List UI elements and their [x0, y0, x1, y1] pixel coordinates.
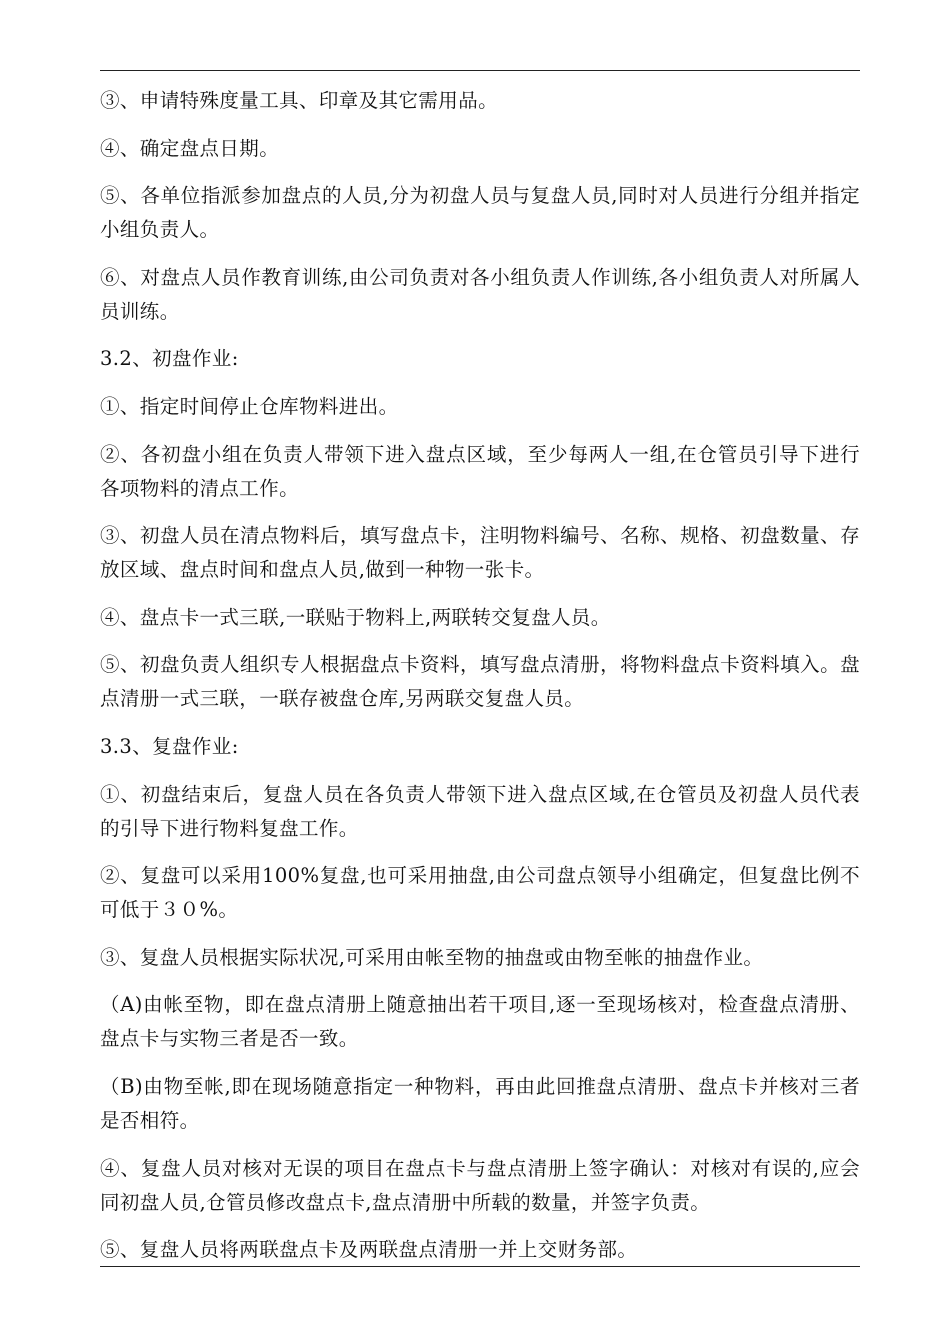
paragraph: ②、各初盘小组在负责人带领下进入盘点区域，至少每两人一组,在仓管员引导下进行各项物料的清点工作。 [100, 442, 860, 500]
section-heading: 3.2、初盘作业: [100, 347, 239, 371]
paragraph: ⑤、初盘负责人组织专人根据盘点卡资料，填写盘点清册，将物料盘点卡资料填入。盘点清册一式三联，一联存被盘仓库,另两联交复盘人员。 [100, 653, 860, 711]
paragraph: ④、确定盘点日期。 [100, 136, 280, 160]
section-heading: 3.3、复盘作业: [100, 734, 239, 758]
paragraph: ⑤、各单位指派参加盘点的人员,分为初盘人员与复盘人员,同时对人员进行分组并指定小组负责人。 [100, 184, 860, 242]
paragraph: ⑥、对盘点人员作教育训练,由公司负责对各小组负责人作训练,各小组负责人对所属人员训练。 [100, 265, 860, 323]
paragraph: （A)由帐至物，即在盘点清册上随意抽出若干项目,逐一至现场核对，检查盘点清册、盘点卡与实物三者是否一致。 [100, 993, 860, 1051]
footer-rule [100, 1266, 860, 1267]
paragraph: ②、复盘可以采用100%复盘,也可采用抽盘,由公司盘点领导小组确定，但复盘比例不可低于３０%。 [100, 864, 860, 922]
document-body [100, 84, 860, 1281]
paragraph: ④、复盘人员对核对无误的项目在盘点卡与盘点清册上签字确认：对核对有误的,应会同初盘人员,仓管员修改盘点卡,盘点清册中所载的数量，并签字负责。 [100, 1156, 860, 1214]
header-rule [100, 70, 860, 71]
paragraph: ⑤、复盘人员将两联盘点卡及两联盘点清册一并上交财务部。 [100, 1238, 638, 1262]
paragraph: ④、盘点卡一式三联,一联贴于物料上,两联转交复盘人员。 [100, 605, 611, 629]
paragraph: ③、复盘人员根据实际状况,可采用由帐至物的抽盘或由物至帐的抽盘作业。 [100, 945, 764, 969]
paragraph: ③、初盘人员在清点物料后，填写盘点卡，注明物料编号、名称、规格、初盘数量、存放区域、盘点时间和盘点人员,做到一种物一张卡。 [100, 524, 860, 582]
paragraph: ③、申请特殊度量工具、印章及其它需用品。 [100, 89, 499, 112]
paragraph: ①、指定时间停止仓库物料进出。 [100, 394, 399, 418]
paragraph: ①、初盘结束后，复盘人员在各负责人带领下进入盘点区域,在仓管员及初盘人员代表的引导下进行物料复盘工作。 [100, 782, 860, 840]
paragraph: （B)由物至帐,即在现场随意指定一种物料，再由此回推盘点清册、盘点卡并核对三者是否相符。 [100, 1074, 860, 1132]
